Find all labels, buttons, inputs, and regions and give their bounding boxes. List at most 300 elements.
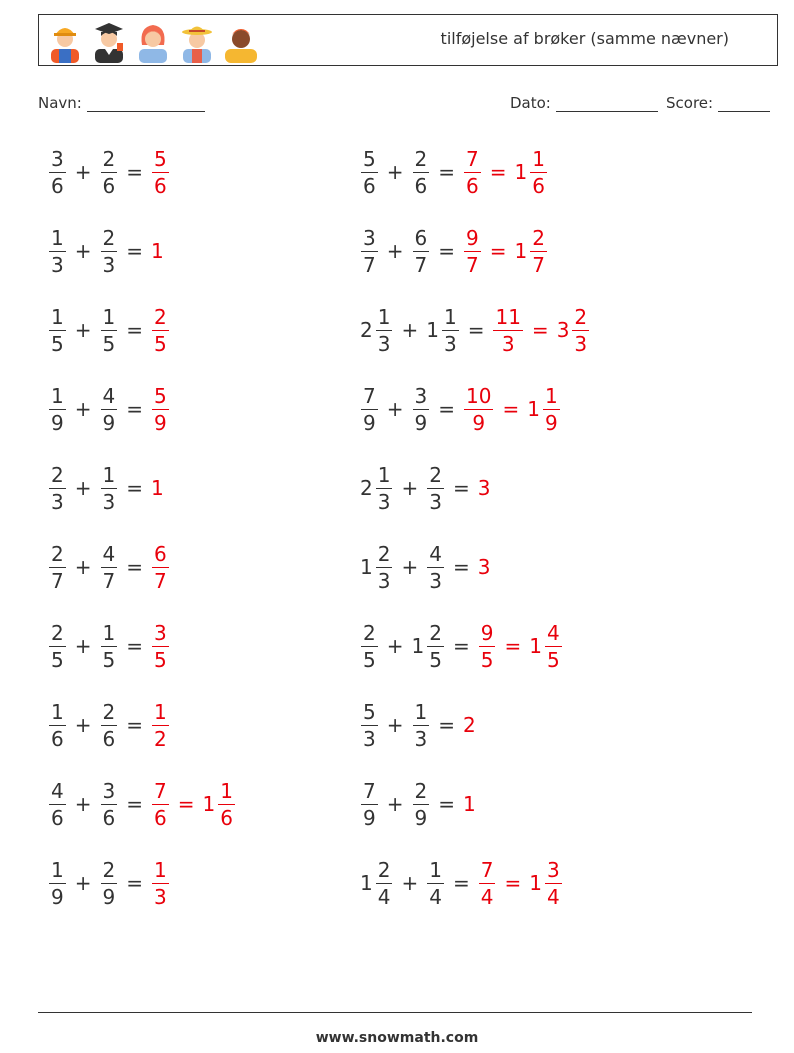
- equals-sign: =: [126, 555, 143, 579]
- fraction-bar: [152, 725, 169, 726]
- fraction: [101, 383, 118, 435]
- fraction-bar: [49, 883, 66, 884]
- fraction: [101, 778, 118, 830]
- fraction-bar: [376, 567, 393, 568]
- answer-value: [149, 239, 164, 263]
- numerator: 2: [377, 857, 391, 882]
- problem-row: [358, 219, 550, 283]
- answer-value: [461, 225, 484, 277]
- answer-value: [461, 792, 476, 816]
- whole-number: 1: [151, 476, 164, 500]
- problem-row: [358, 377, 563, 441]
- footer-divider: [38, 1012, 752, 1013]
- denominator: 3: [574, 331, 588, 356]
- problem-row: [46, 693, 172, 757]
- fraction: [101, 225, 118, 277]
- fraction: [101, 304, 118, 356]
- numerator: 2: [102, 146, 116, 171]
- denominator: 5: [546, 647, 560, 672]
- addend-a: [46, 778, 69, 830]
- fraction: [376, 304, 393, 356]
- denominator: 3: [154, 884, 167, 909]
- plus-sign: +: [401, 318, 419, 342]
- addend-b: [410, 383, 433, 435]
- equals-sign: =: [126, 634, 143, 658]
- fraction-bar: [101, 488, 118, 489]
- answer: [476, 476, 491, 500]
- denominator: 3: [51, 489, 64, 514]
- numerator: 2: [429, 462, 442, 487]
- woman-avatar-icon: [133, 19, 173, 63]
- problem-row: [46, 614, 172, 678]
- denominator: 3: [414, 726, 428, 751]
- addend-a: [46, 462, 69, 514]
- denominator: 6: [51, 805, 64, 830]
- fraction: [49, 620, 66, 672]
- numerator: 3: [51, 146, 64, 171]
- whole-number: 1: [360, 555, 373, 579]
- addend-b: [98, 778, 121, 830]
- plus-sign: +: [74, 713, 92, 737]
- footer-url: www.snowmath.com: [315, 1030, 479, 1046]
- plus-sign: +: [401, 555, 419, 579]
- problem-row: [358, 456, 490, 520]
- problem-row: [46, 535, 172, 599]
- equals-sign: =: [177, 792, 195, 816]
- fraction: [493, 304, 522, 356]
- problem-row: [358, 614, 565, 678]
- fraction-bar: [493, 330, 522, 331]
- fraction: [464, 146, 481, 198]
- numerator: 1: [443, 304, 457, 329]
- addend-a: [358, 620, 381, 672]
- addend-a: [358, 857, 395, 909]
- numerator: 4: [102, 383, 116, 408]
- fraction: [413, 225, 430, 277]
- addend-a: [358, 699, 381, 751]
- plus-sign: +: [74, 871, 92, 895]
- addend-b: [424, 304, 461, 356]
- answer-mixed: [513, 146, 550, 198]
- fraction-bar: [413, 172, 430, 173]
- problem-row: [358, 535, 490, 599]
- fraction-bar: [152, 646, 169, 647]
- numerator: 2: [429, 620, 442, 645]
- numerator: 5: [154, 146, 167, 171]
- addend-a: [358, 304, 395, 356]
- fraction-bar: [49, 330, 66, 331]
- denominator: 7: [532, 252, 545, 277]
- worker-avatar-icon: [45, 19, 85, 63]
- numerator: 3: [363, 225, 376, 250]
- answer-value: [149, 476, 164, 500]
- answer: [461, 225, 550, 277]
- numerator: 1: [51, 304, 64, 329]
- denominator: 5: [51, 647, 64, 672]
- fraction: [49, 541, 66, 593]
- fraction: [49, 699, 66, 751]
- answer-value: [149, 304, 172, 356]
- worksheet-header: [38, 14, 778, 66]
- fraction: [49, 383, 66, 435]
- addend-b: [424, 541, 447, 593]
- denominator: 9: [51, 884, 64, 909]
- addend-a: [46, 304, 69, 356]
- fraction-bar: [361, 251, 378, 252]
- name-field[interactable]: [38, 94, 205, 112]
- fraction-bar: [101, 409, 118, 410]
- whole-number: 1: [360, 871, 373, 895]
- equals-sign: =: [502, 397, 520, 421]
- fraction: [413, 383, 430, 435]
- numerator: 2: [102, 225, 116, 250]
- fraction-bar: [427, 567, 444, 568]
- addend-a: [46, 541, 69, 593]
- numerator: 10: [466, 383, 492, 408]
- denominator: 5: [154, 331, 167, 356]
- problem-row: [46, 298, 172, 362]
- answer-value: [149, 383, 172, 435]
- addend-b: [410, 225, 433, 277]
- addend-b: [98, 699, 121, 751]
- denominator: 6: [466, 173, 479, 198]
- denominator: 3: [429, 568, 442, 593]
- numerator: 1: [414, 699, 428, 724]
- numerator: 7: [363, 383, 376, 408]
- fraction: [572, 304, 589, 356]
- fraction: [152, 620, 169, 672]
- numerator: 1: [51, 225, 64, 250]
- numerator: 1: [377, 304, 391, 329]
- answer-mixed: [527, 620, 564, 672]
- fraction-bar: [218, 804, 235, 805]
- problem-row: [46, 140, 172, 204]
- fraction-bar: [101, 567, 118, 568]
- addend-a: [358, 383, 381, 435]
- whole-number: 3: [477, 555, 491, 579]
- answer: [149, 239, 164, 263]
- answer: [461, 383, 563, 435]
- denominator: 9: [102, 410, 116, 435]
- fraction: [101, 620, 118, 672]
- equals-sign: =: [489, 239, 507, 263]
- answer-value: [476, 476, 491, 500]
- score-label: Score:: [666, 94, 714, 112]
- addend-b: [410, 778, 433, 830]
- numerator: 1: [102, 462, 116, 487]
- problem-row: [46, 851, 172, 915]
- numerator: 3: [546, 857, 560, 882]
- denominator: 9: [363, 410, 376, 435]
- equals-sign: =: [126, 318, 143, 342]
- fraction-bar: [479, 646, 496, 647]
- fraction: [376, 857, 393, 909]
- numerator: 2: [414, 146, 428, 171]
- addend-b: [98, 620, 121, 672]
- plus-sign: +: [74, 555, 92, 579]
- numerator: 2: [102, 857, 116, 882]
- answer: [149, 383, 172, 435]
- equals-sign: =: [438, 239, 455, 263]
- fraction: [427, 462, 444, 514]
- answer: [461, 146, 550, 198]
- answer-value: [149, 699, 172, 751]
- numerator: 4: [102, 541, 116, 566]
- fraction: [152, 383, 169, 435]
- addend-a: [358, 462, 395, 514]
- answer: [490, 304, 592, 356]
- fraction-bar: [101, 725, 118, 726]
- whole-number: 1: [527, 397, 540, 421]
- problem-row: [46, 772, 238, 836]
- denominator: 3: [377, 489, 391, 514]
- whole-number: 2: [360, 318, 373, 342]
- fraction-bar: [545, 883, 562, 884]
- numerator: 2: [154, 304, 167, 329]
- problem-row: [358, 693, 476, 757]
- denominator: 2: [154, 726, 167, 751]
- fraction: [49, 857, 66, 909]
- fraction: [545, 857, 562, 909]
- answer: [149, 146, 172, 198]
- numerator: 3: [154, 620, 167, 645]
- plus-sign: +: [401, 476, 419, 500]
- equals-sign: =: [489, 160, 507, 184]
- addend-b: [410, 620, 447, 672]
- fraction-bar: [413, 409, 430, 410]
- whole-number: 1: [514, 160, 528, 184]
- fraction-bar: [49, 488, 66, 489]
- numerator: 7: [363, 778, 376, 803]
- answer: [476, 857, 565, 909]
- denominator: 6: [532, 173, 545, 198]
- numerator: 7: [480, 857, 494, 882]
- whole-number: 1: [514, 239, 528, 263]
- answer-value: [149, 778, 172, 830]
- answer-value: [149, 541, 172, 593]
- addend-b: [98, 857, 121, 909]
- whole-number: 1: [202, 792, 216, 816]
- equals-sign: =: [438, 160, 455, 184]
- denominator: 6: [154, 805, 167, 830]
- plus-sign: +: [74, 397, 92, 421]
- addend-a: [46, 620, 69, 672]
- date-blank[interactable]: [556, 96, 658, 112]
- numerator: 4: [429, 541, 442, 566]
- whole-number: 3: [477, 476, 491, 500]
- numerator: 3: [414, 383, 428, 408]
- fraction: [361, 383, 378, 435]
- denominator: 3: [501, 331, 515, 356]
- problem-row: [358, 772, 476, 836]
- graduate-avatar-icon: [89, 19, 129, 63]
- fraction-bar: [413, 251, 430, 252]
- numerator: 2: [414, 778, 428, 803]
- addend-b: [424, 462, 447, 514]
- fraction: [152, 857, 169, 909]
- fraction: [376, 462, 393, 514]
- numerator: 5: [363, 146, 376, 171]
- numerator: 4: [546, 620, 560, 645]
- equals-sign: =: [452, 476, 470, 500]
- numerator: 2: [102, 699, 116, 724]
- plus-sign: +: [74, 318, 92, 342]
- plus-sign: +: [74, 239, 92, 263]
- whole-number: 1: [529, 634, 542, 658]
- problem-row: [358, 298, 592, 362]
- equals-sign: =: [504, 871, 522, 895]
- score-field[interactable]: [666, 94, 770, 112]
- fraction: [49, 462, 66, 514]
- date-field[interactable]: [510, 94, 658, 112]
- fraction: [101, 462, 118, 514]
- fraction-bar: [152, 883, 169, 884]
- addend-b: [410, 146, 433, 198]
- fraction-bar: [49, 409, 66, 410]
- plus-sign: +: [386, 239, 404, 263]
- numerator: 2: [532, 225, 545, 250]
- numerator: 7: [154, 778, 167, 803]
- fraction: [49, 304, 66, 356]
- fraction-bar: [361, 646, 378, 647]
- fraction: [361, 620, 378, 672]
- problem-row: [46, 377, 172, 441]
- answer-mixed: [513, 225, 550, 277]
- denominator: 3: [429, 489, 442, 514]
- equals-sign: =: [126, 476, 143, 500]
- addend-a: [46, 146, 69, 198]
- problem-row: [358, 851, 565, 915]
- fraction: [152, 304, 169, 356]
- fraction-bar: [361, 409, 378, 410]
- fraction: [376, 541, 393, 593]
- fraction-bar: [427, 646, 444, 647]
- answer-value: [461, 146, 484, 198]
- denominator: 4: [429, 884, 442, 909]
- fraction: [101, 857, 118, 909]
- equals-sign: =: [126, 871, 143, 895]
- numerator: 2: [51, 462, 64, 487]
- fraction-bar: [49, 804, 66, 805]
- fraction-bar: [101, 172, 118, 173]
- numerator: 6: [414, 225, 428, 250]
- whole-number: 2: [360, 476, 373, 500]
- addend-b: [98, 146, 121, 198]
- fraction-bar: [49, 251, 66, 252]
- numerator: 3: [102, 778, 116, 803]
- answer-value: [476, 620, 499, 672]
- addend-a: [358, 541, 395, 593]
- numerator: 2: [574, 304, 588, 329]
- fraction: [464, 383, 493, 435]
- score-blank[interactable]: [718, 96, 770, 112]
- denominator: 6: [414, 173, 428, 198]
- plus-sign: +: [74, 476, 92, 500]
- fraction-bar: [152, 804, 169, 805]
- fraction-bar: [376, 883, 393, 884]
- denominator: 6: [51, 726, 64, 751]
- equals-sign: =: [126, 792, 143, 816]
- name-blank[interactable]: [87, 96, 205, 112]
- denominator: 9: [544, 410, 558, 435]
- denominator: 9: [154, 410, 167, 435]
- fraction-bar: [464, 251, 481, 252]
- answer-mixed: [525, 383, 562, 435]
- whole-number: 1: [151, 239, 164, 263]
- fraction-bar: [545, 646, 562, 647]
- answer: [149, 541, 172, 593]
- denominator: 7: [102, 568, 116, 593]
- denominator: 5: [480, 647, 494, 672]
- numerator: 2: [363, 620, 376, 645]
- denominator: 5: [429, 647, 442, 672]
- equals-sign: =: [452, 555, 470, 579]
- addend-a: [358, 225, 381, 277]
- equals-sign: =: [126, 160, 143, 184]
- answer: [476, 555, 491, 579]
- fraction: [218, 778, 235, 830]
- fraction-bar: [413, 725, 430, 726]
- fraction: [530, 225, 547, 277]
- whole-number: 1: [411, 634, 425, 658]
- fraction-bar: [376, 330, 393, 331]
- denominator: 9: [414, 805, 428, 830]
- whole-number: 2: [463, 713, 476, 737]
- denominator: 4: [480, 884, 494, 909]
- equals-sign: =: [438, 713, 455, 737]
- addend-a: [46, 383, 69, 435]
- man-avatar-icon: [221, 19, 261, 63]
- numerator: 1: [377, 462, 391, 487]
- fraction: [49, 778, 66, 830]
- fraction-bar: [427, 883, 444, 884]
- numerator: 9: [466, 225, 479, 250]
- fraction-bar: [152, 567, 169, 568]
- answer-value: [476, 857, 499, 909]
- fraction: [479, 857, 496, 909]
- answer-value: [461, 383, 496, 435]
- numerator: 1: [544, 383, 558, 408]
- equals-sign: =: [504, 634, 522, 658]
- denominator: 3: [377, 331, 391, 356]
- worksheet-title: tilføjelse af brøker (samme nævner): [440, 29, 729, 48]
- name-label: Navn:: [38, 94, 82, 112]
- answer-value: [490, 304, 525, 356]
- fraction: [101, 541, 118, 593]
- numerator: 4: [51, 778, 64, 803]
- numerator: 6: [154, 541, 167, 566]
- equals-sign: =: [126, 713, 143, 737]
- numerator: 2: [51, 541, 64, 566]
- date-label: Dato:: [510, 94, 551, 112]
- fraction: [413, 778, 430, 830]
- answer: [149, 778, 238, 830]
- fraction: [152, 146, 169, 198]
- denominator: 9: [363, 805, 376, 830]
- addend-a: [358, 146, 381, 198]
- equals-sign: =: [452, 871, 470, 895]
- fraction: [361, 778, 378, 830]
- fraction: [427, 620, 444, 672]
- denominator: 7: [154, 568, 167, 593]
- plus-sign: +: [74, 634, 92, 658]
- answer: [149, 620, 172, 672]
- denominator: 7: [414, 252, 428, 277]
- denominator: 3: [377, 568, 391, 593]
- fraction: [543, 383, 560, 435]
- fraction-bar: [152, 330, 169, 331]
- denominator: 9: [102, 884, 116, 909]
